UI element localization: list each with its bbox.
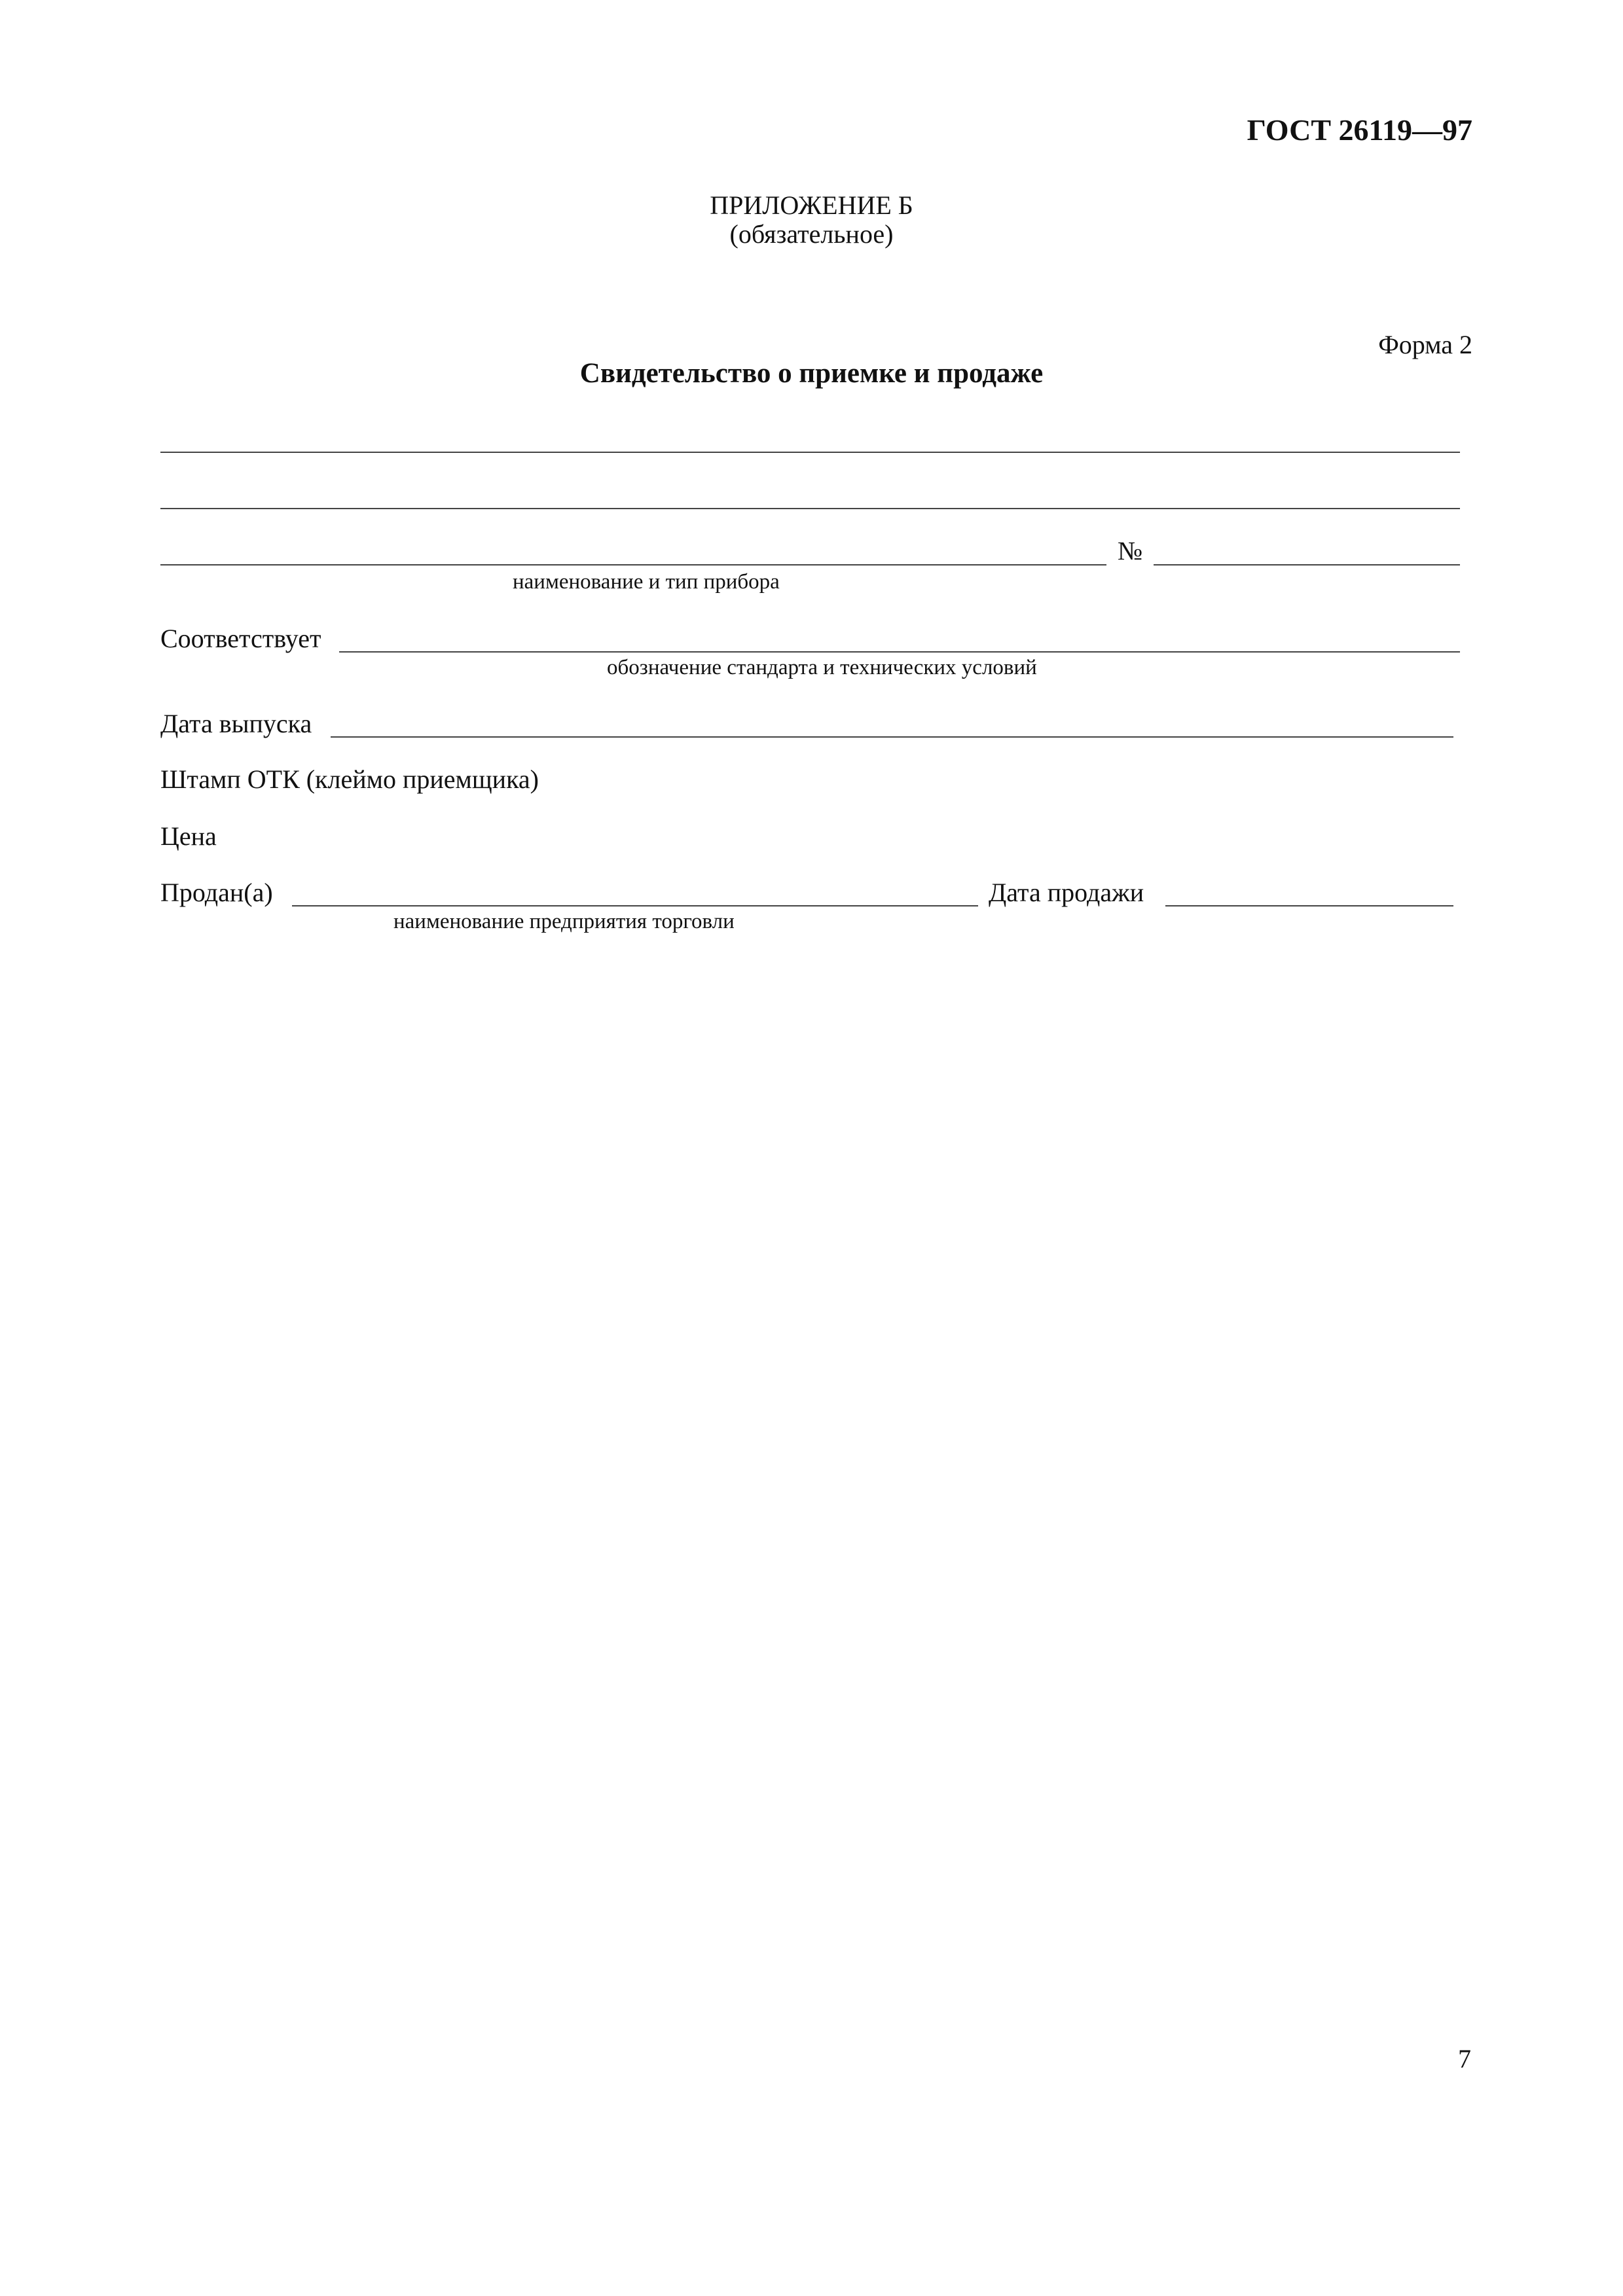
release-date-line[interactable] <box>331 736 1453 738</box>
complies-caption: обозначение стандарта и технических условий <box>607 656 1037 679</box>
appendix-status: (обязательное) <box>729 219 894 249</box>
page-number: 7 <box>1458 2044 1471 2073</box>
form-number: Форма 2 <box>1378 330 1472 359</box>
appendix-title: ПРИЛОЖЕНИЕ Б <box>710 190 913 220</box>
stamp-label: Штамп ОТК (клеймо приемщика) <box>160 764 539 794</box>
device-name-line[interactable] <box>160 564 1106 565</box>
sale-date-line[interactable] <box>1165 905 1453 906</box>
form-title: Свидетельство о приемке и продаже <box>579 358 1044 389</box>
release-date-label: Дата выпуска <box>160 709 312 738</box>
blank-line-1[interactable] <box>160 452 1460 453</box>
standard-number: ГОСТ 26119—97 <box>1247 113 1472 147</box>
device-caption: наименование и тип прибора <box>513 570 780 594</box>
seller-caption: наименование предприятия торговли <box>393 910 735 933</box>
sale-date-label: Дата продажи <box>989 878 1144 907</box>
complies-line[interactable] <box>339 651 1460 653</box>
seller-line[interactable] <box>292 905 978 906</box>
device-number-line[interactable] <box>1154 564 1460 565</box>
price-label: Цена <box>160 821 217 851</box>
blank-line-2[interactable] <box>160 508 1460 509</box>
sold-label: Продан(а) <box>160 878 273 907</box>
complies-label: Соответствует <box>160 624 321 653</box>
number-sign: № <box>1118 536 1143 565</box>
